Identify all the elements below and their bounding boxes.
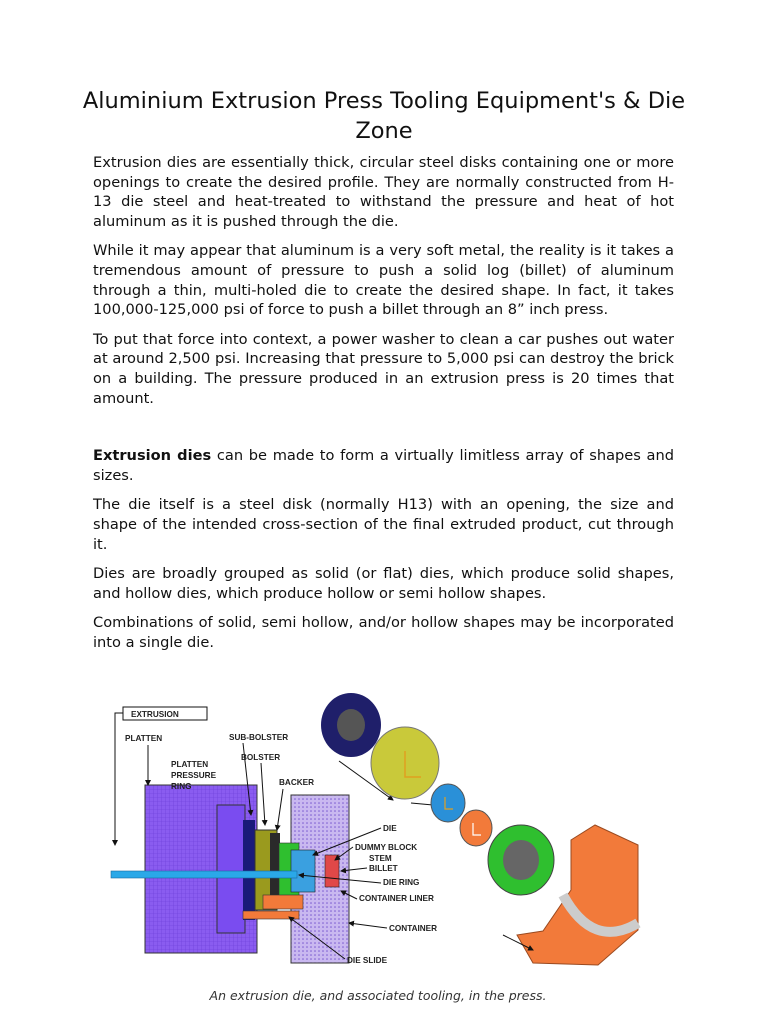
paragraph: While it may appear that aluminum is a very soft metal, the reality is it takes a tremendous amount of pressure to push a solid log (billet) of aluminum through a thin, multi-holed die to create the desired shape. In fact, it takes 100,000-125,000 psi of force to push a billet through an 8” inch press. [93,242,674,319]
label-ring: RING [171,782,192,791]
die-ring-cylinder [488,825,554,895]
sub-bolster-cylinder [321,693,381,757]
paragraph: To put that force into context, a power washer to clean a car pushes out water at around 2,500 psi. Increasing that pressure to 5,000 psi can destroy the brick on a building. The pressure produced in an extrusion press is 20 times that amount. [93,330,674,407]
paragraph: Dies are broadly grouped as solid (or flat) dies, which produce solid shapes, and hollow dies, which produce hollow or semi hollow shapes. [93,565,674,602]
label-extrusion: EXTRUSION [131,710,179,719]
bolster-dark [243,820,255,920]
die-disk [460,810,492,846]
label-die: DIE [383,824,397,833]
die-slide [263,895,303,909]
bold-term: Extrusion dies [93,447,212,465]
page-title: Aluminium Extrusion Press Tooling Equipment's & Die Zone [82,88,686,144]
label-die-slide: DIE SLIDE [347,956,388,965]
label-platten: PLATTEN [125,734,163,743]
paragraph-text: can be made to form a virtually limitless array of shapes and sizes. [93,447,674,484]
label-sub-bolster: SUB-BOLSTER [229,733,289,742]
label-bolster: BOLSTER [241,753,281,762]
article-body [93,153,674,662]
bolster-cylinder [371,727,439,799]
platten-pressure-ring [217,805,245,933]
extrusion-tooling-diagram [93,685,649,1024]
backer-disk [431,784,465,822]
extrusion-profile [111,871,297,878]
paragraph: Combinations of solid, semi hollow, and/or hollow shapes may be incorporated into a single die. [93,614,674,651]
diagram-svg [93,685,649,985]
label-backer: BACKER [279,778,315,787]
label-stem: STEM [369,854,392,863]
label-pressure: PRESSURE [171,771,217,780]
paragraph: Extrusion dies are essentially thick, circular steel disks containing one or more openings to create the desired profile. They are normally constructed from H-13 die steel and heat-treated to withstand the pressure and heat of hot aluminum as it is pushed through the die. [93,154,674,230]
label-container: CONTAINER [389,924,438,933]
label-die-ring: DIE RING [383,878,420,887]
figure-caption: An extrusion die, and associated tooling, in the press. [209,988,547,1003]
label-container-liner: CONTAINER LINER [359,894,434,903]
paragraph: The die itself is a steel disk (normally H13) with an opening, the size and shape of the intended cross-section of the final extruded product, cut through it. [93,496,674,553]
label-billet: BILLET [369,864,398,873]
paragraph-dies-intro [93,446,674,485]
billet [325,855,339,887]
label-dummy-block: DUMMY BLOCK [355,843,418,852]
label-platten-2: PLATTEN [171,760,209,769]
